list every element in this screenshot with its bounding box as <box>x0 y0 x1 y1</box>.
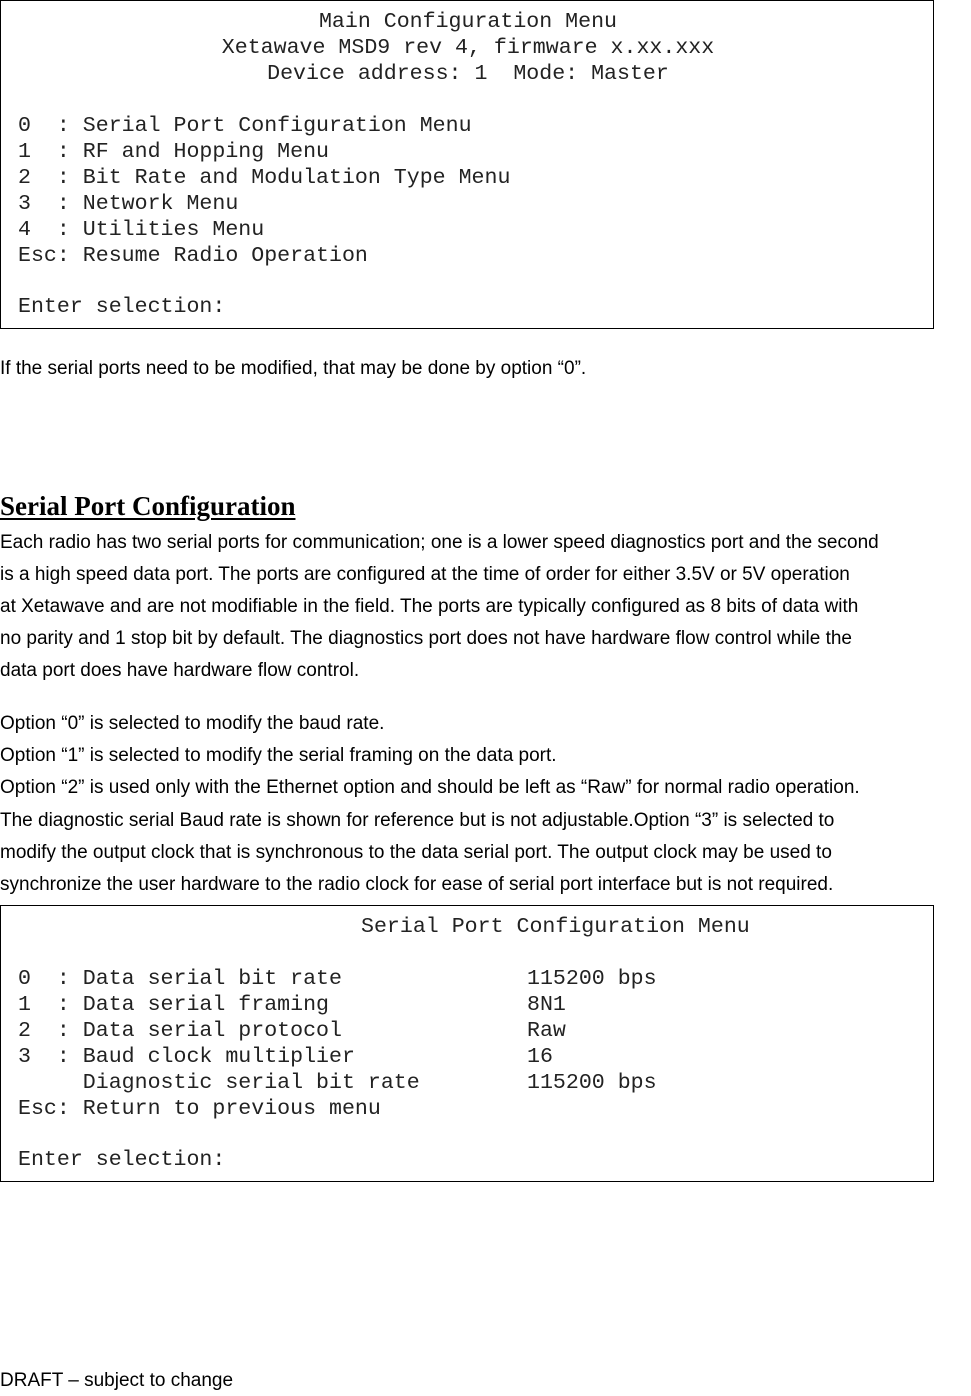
serial-menu-row-label: 3 : Baud clock multiplier <box>18 1045 355 1069</box>
serial-menu-row-value: 8N1 <box>527 993 566 1017</box>
serial-menu-row-label: Diagnostic serial bit rate <box>18 1071 420 1095</box>
main-menu-item-serial-port: 0 : Serial Port Configuration Menu <box>18 114 472 138</box>
section-heading: Serial Port Configuration <box>0 491 296 521</box>
main-menu-prompt: Enter selection: <box>18 295 226 319</box>
serial-menu-row-value: 115200 bps <box>527 967 657 991</box>
main-menu-title: Main Configuration Menu <box>318 10 618 34</box>
draft-footer: DRAFT – subject to change <box>0 1370 234 1391</box>
option-line: synchronize the user hardware to the radio clock for ease of serial port interface but is not required. <box>0 874 834 895</box>
serial-menu-row-label: 1 : Data serial framing <box>18 993 330 1017</box>
option-line: Option “0” is selected to modify the baud rate. <box>0 713 385 734</box>
option-line: modify the output clock that is synchronous to the data serial port. The output clock may be used to <box>0 842 832 863</box>
option-line: Option “1” is selected to modify the serial framing on the data port. <box>0 745 557 766</box>
serial-menu-row-value: 115200 bps <box>527 1071 657 1095</box>
main-configuration-menu-box <box>0 0 934 329</box>
paragraph-line: data port does have hardware flow control. <box>0 660 360 681</box>
paragraph-line: is a high speed data port. The ports are configured at the time of order for either 3.5V or 5V operation <box>0 564 850 585</box>
serial-menu-esc: Esc: Return to previous menu <box>18 1097 381 1121</box>
paragraph-line: Each radio has two serial ports for communication; one is a lower speed diagnostics port and the second <box>0 532 879 553</box>
paragraph-line: no parity and 1 stop bit by default. The diagnostics port does not have hardware flow control while the <box>0 628 852 649</box>
serial-menu-row-value: 16 <box>527 1045 553 1069</box>
serial-menu-row-value: Raw <box>527 1019 566 1043</box>
serial-menu-row-label: 2 : Data serial protocol <box>18 1019 342 1043</box>
main-menu-address-line: Device address: 1 Mode: Master <box>267 62 669 86</box>
main-menu-item-rf-hopping: 1 : RF and Hopping Menu <box>18 140 330 164</box>
option-line: Option “2” is used only with the Ethernet option and should be left as “Raw” for normal radio operation. <box>0 777 860 798</box>
main-menu-device-line: Xetawave MSD9 rev 4, firmware x.xx.xxx <box>221 36 715 60</box>
serial-menu-title: Serial Port Configuration Menu <box>361 915 750 939</box>
main-menu-item-esc: Esc: Resume Radio Operation <box>18 244 368 268</box>
main-menu-item-network: 3 : Network Menu <box>18 192 239 216</box>
intro-paragraph: If the serial ports need to be modified, that may be done by option “0”. <box>0 358 587 379</box>
serial-menu-prompt: Enter selection: <box>18 1148 226 1172</box>
main-menu-item-utilities: 4 : Utilities Menu <box>18 218 265 242</box>
option-line: The diagnostic serial Baud rate is shown for reference but is not adjustable.Option “3” is selected to <box>0 810 835 831</box>
paragraph-line: at Xetawave and are not modifiable in the field. The ports are typically configured as 8 bits of data with <box>0 596 859 617</box>
serial-menu-row-label: 0 : Data serial bit rate <box>18 967 342 991</box>
serial-port-configuration-menu-box <box>0 905 934 1182</box>
main-menu-item-bit-rate: 2 : Bit Rate and Modulation Type Menu <box>18 166 511 190</box>
